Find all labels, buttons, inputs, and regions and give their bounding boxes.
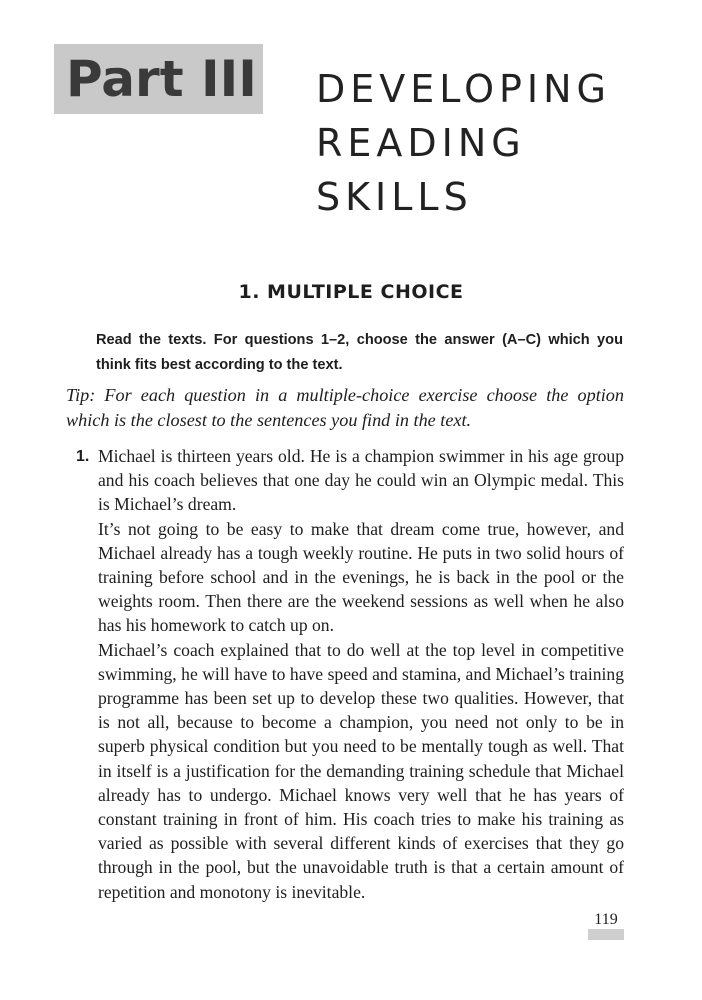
question-paragraph: Michael’s coach explained that to do well at the top level in competitive swimming, he will have to have speed and stamina, and Michael’s training programme has been set up to develop these two qualities. However, that is not all, because to become a champion, you need not only to be in superb physical condition but you need to be mentally tough as well. That in itself is a justification for the demanding training schedule that Michael already has to undergo. Michael knows very well that he has years of constant training in front of him. His coach tries to make his training as varied as possible with several different kinds of exercises that they go through in the pool, but the unavoidable truth is that a certain amount of repetition and monotony is inevitable. xyxy=(98,639,624,902)
question-number: 1. xyxy=(76,448,90,465)
part-title-line: READING xyxy=(316,121,526,165)
section-heading: 1. MULTIPLE CHOICE xyxy=(238,281,464,303)
question-paragraph: Michael is thirteen years old. He is a champion swimmer in his age group and his coach believes that one day he could win an Olympic medal. This is Michael’s dream. xyxy=(98,446,624,515)
part-title xyxy=(316,62,611,224)
part-title-line: SKILLS xyxy=(316,175,473,219)
part-label: Part III xyxy=(66,50,257,108)
part-title-line: DEVELOPING xyxy=(316,67,611,111)
tip-text: Tip: For each question in a multiple-choice exercise choose the option which is the closest to the sentences you find in the text. xyxy=(66,385,624,430)
question-text xyxy=(98,444,624,904)
page-number: 119 xyxy=(594,911,618,928)
instructions: Read the texts. For questions 1–2, choose the answer (A–C) which you think fits best according to the text. xyxy=(96,332,623,373)
question-paragraph: It’s not going to be easy to make that dream come true, however, and Michael already has a tough weekly routine. He puts in two solid hours of training before school and in the evenings, he is back in the pool or the weights room. Then there are the weekend sessions as well when he also has his homework to catch up on. xyxy=(98,518,624,636)
page-number-bar xyxy=(588,929,624,940)
